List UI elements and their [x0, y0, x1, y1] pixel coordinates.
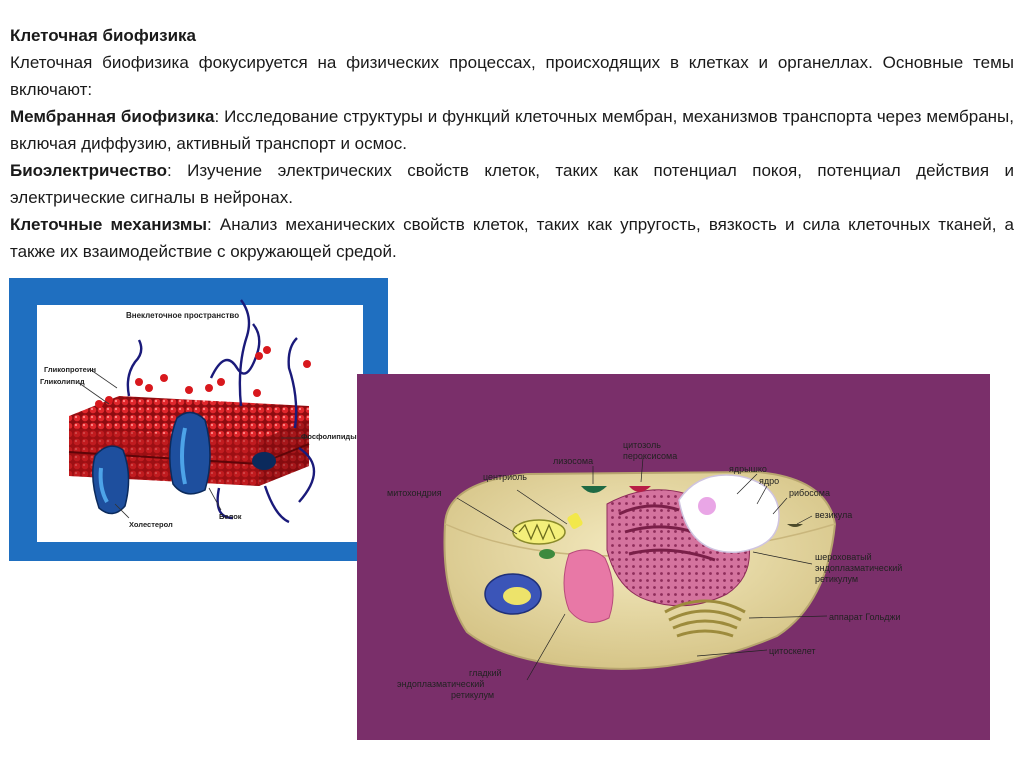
- topic-mechanics: [10, 211, 1014, 265]
- label-ribosome: рибосома: [789, 488, 830, 498]
- label-extracellular-space: Внеклеточное пространство: [126, 311, 240, 320]
- label-rough-er-3: ретикулум: [815, 574, 859, 584]
- intro-paragraph: Клеточная биофизика фокусируется на физических процессах, происходящих в клетках и органеллах. Основные темы включают:: [10, 53, 1014, 99]
- label-protein: Белок: [219, 512, 242, 521]
- text-block: [10, 22, 1014, 265]
- label-lysosome: лизосома: [553, 456, 594, 466]
- nucleolus-shape: [698, 497, 716, 515]
- label-rough-er-2: эндоплазматический: [815, 563, 903, 573]
- topic-term: Клеточные механизмы: [10, 215, 208, 234]
- label-vesicle: везикула: [815, 510, 853, 520]
- label-centriole: центриоль: [483, 472, 527, 482]
- membrane-diagram: [9, 278, 388, 561]
- protein-top: [252, 452, 276, 470]
- cell-diagram: [357, 374, 990, 740]
- label-smooth-er-2: эндоплазматический: [397, 679, 485, 689]
- topic-bioelectricity: [10, 157, 1014, 211]
- label-cholesterol: Холестерол: [129, 520, 173, 529]
- topic-text: : Изучение электрических свойств клеток, таких как потенциал покоя, потенциал действия и электрические сигналы в нейронах.: [10, 161, 1014, 207]
- topic-text: : Анализ механических свойств клеток, таких как упругость, вязкость и сила клеточных тканей, а также их взаимодействие с окружающей средой.: [10, 215, 1014, 261]
- label-nucleus: ядро: [759, 476, 780, 486]
- label-glycolipid: Гликолипид: [40, 377, 85, 386]
- label-peroxisome: пероксисома: [623, 451, 678, 461]
- topic-term: Биоэлектричество: [10, 161, 167, 180]
- label-mitochondria: митохондрия: [387, 488, 442, 498]
- topic-text: : Исследование структуры и функций клеточных мембран, механизмов транспорта через мембраны, включая диффузию, активный транспорт и осмос.: [10, 107, 1014, 153]
- label-glycoprotein: Гликопротеин: [44, 365, 96, 374]
- label-smooth-er-3: ретикулум: [451, 690, 495, 700]
- label-smooth-er-1: гладкий: [469, 668, 502, 678]
- label-rough-er-1: шероховатый: [815, 552, 872, 562]
- label-phospholipids: Фосфолипиды: [301, 432, 357, 441]
- label-cytosol: цитозоль: [623, 440, 661, 450]
- page-title: Клеточная биофизика: [10, 26, 197, 45]
- label-golgi: аппарат Гольджи: [829, 612, 901, 622]
- label-nucleolus: ядрышко: [729, 464, 767, 474]
- topic-membrane: [10, 103, 1014, 157]
- label-cytoskeleton: цитоскелет: [769, 646, 816, 656]
- topic-term: Мембранная биофизика: [10, 107, 215, 126]
